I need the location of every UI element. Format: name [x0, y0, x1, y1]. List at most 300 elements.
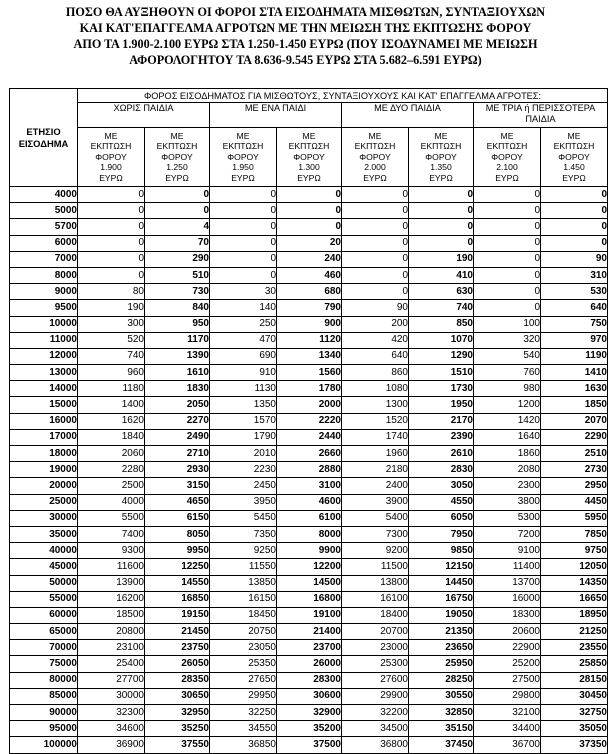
tax-cell-old-credit: 2080 — [474, 462, 541, 478]
tax-cell-old-credit: 34600 — [78, 721, 145, 737]
tax-cell-old-credit: 0 — [342, 284, 409, 300]
tax-cell-old-credit: 2450 — [210, 478, 277, 494]
subheader-line: 1.450 — [563, 162, 585, 173]
tax-cell-new-credit: 0 — [145, 187, 210, 203]
subheader-tax-credit — [541, 128, 608, 187]
tax-cell-old-credit: 0 — [342, 235, 409, 251]
tax-cell-new-credit: 1850 — [541, 397, 608, 413]
income-cell: 19000 — [10, 462, 78, 478]
tax-cell-new-credit: 680 — [277, 284, 342, 300]
tax-cell-new-credit: 2270 — [145, 413, 210, 429]
tax-cell-old-credit: 36850 — [210, 737, 277, 753]
subheader-tax-credit — [78, 128, 145, 187]
tax-cell-old-credit: 16200 — [78, 591, 145, 607]
tax-cell-old-credit: 0 — [78, 219, 145, 235]
tax-cell-new-credit: 2730 — [541, 462, 608, 478]
tax-cell-old-credit: 29950 — [210, 688, 277, 704]
tax-cell-new-credit: 6050 — [409, 510, 474, 526]
tax-cell-new-credit: 0 — [409, 187, 474, 203]
tax-cell-new-credit: 28350 — [145, 672, 210, 688]
tax-cell-new-credit: 9750 — [541, 543, 608, 559]
tax-cell-new-credit: 25950 — [409, 656, 474, 672]
title-line: ΚΑΙ ΚΑΤ'ΕΠΑΓΓΕΛΜΑ ΑΓΡΟΤΩΝ ΜΕ ΤΗΝ ΜΕΙΩΣΗ ΤΗΣ ΕΚΠΤΩΣΗΣ ΦΟΡΟΥ — [79, 21, 532, 35]
tax-cell-new-credit: 1120 — [277, 332, 342, 348]
tax-cell-old-credit: 250 — [210, 316, 277, 332]
income-cell: 30000 — [10, 510, 78, 526]
tax-cell-old-credit: 25200 — [474, 656, 541, 672]
table-row — [10, 219, 608, 235]
tax-cell-new-credit: 23550 — [541, 640, 608, 656]
tax-cell-new-credit: 0 — [277, 203, 342, 219]
tax-cell-old-credit: 2010 — [210, 446, 277, 462]
tax-cell-old-credit: 300 — [78, 316, 145, 332]
tax-cell-old-credit: 5400 — [342, 510, 409, 526]
tax-cell-new-credit: 190 — [409, 251, 474, 267]
subheader-line: ΦΟΡΟΥ — [95, 151, 127, 162]
subheader-tax-credit — [210, 128, 277, 187]
tax-cell-new-credit: 70 — [145, 235, 210, 251]
income-cell: 9500 — [10, 300, 78, 316]
subheader-line: 1.250 — [166, 162, 188, 173]
tax-cell-new-credit: 0 — [409, 203, 474, 219]
income-cell: 7000 — [10, 251, 78, 267]
tax-cell-new-credit: 19150 — [145, 607, 210, 623]
subheader-line: ΦΟΡΟΥ — [425, 151, 457, 162]
tax-cell-old-credit: 1400 — [78, 397, 145, 413]
income-cell: 90000 — [10, 705, 78, 721]
tax-cell-new-credit: 0 — [409, 235, 474, 251]
subheader-line: ΜΕ — [434, 130, 448, 141]
tax-cell-old-credit: 34550 — [210, 721, 277, 737]
tax-cell-old-credit: 1200 — [474, 397, 541, 413]
tax-cell-old-credit: 25300 — [342, 656, 409, 672]
tax-cell-new-credit: 2610 — [409, 446, 474, 462]
tax-cell-old-credit: 90 — [342, 300, 409, 316]
tax-cell-new-credit: 32900 — [277, 705, 342, 721]
tax-cell-old-credit: 16100 — [342, 591, 409, 607]
tax-cell-new-credit: 1390 — [145, 348, 210, 364]
table-row — [10, 300, 608, 316]
table-row — [10, 656, 608, 672]
tax-cell-new-credit: 16850 — [145, 591, 210, 607]
tax-cell-old-credit: 640 — [342, 348, 409, 364]
table-row — [10, 397, 608, 413]
tax-cell-old-credit: 2180 — [342, 462, 409, 478]
subheader-tax-credit — [409, 128, 474, 187]
tax-cell-new-credit: 1340 — [277, 348, 342, 364]
tax-cell-old-credit: 13850 — [210, 575, 277, 591]
tax-cell-new-credit: 19100 — [277, 607, 342, 623]
tax-cell-new-credit: 2490 — [145, 429, 210, 445]
tax-cell-new-credit: 28250 — [409, 672, 474, 688]
subheader-line: ΦΟΡΟΥ — [491, 151, 523, 162]
tax-cell-old-credit: 1960 — [342, 446, 409, 462]
document-title — [0, 4, 611, 68]
table-row — [10, 381, 608, 397]
tax-cell-old-credit: 36800 — [342, 737, 409, 753]
table-row — [10, 607, 608, 623]
tax-cell-new-credit: 6100 — [277, 510, 342, 526]
tax-cell-old-credit: 0 — [210, 219, 277, 235]
tax-cell-old-credit: 1130 — [210, 381, 277, 397]
tax-cell-new-credit: 310 — [541, 267, 608, 283]
subheader-line: ΕΚΠΤΩΣΗ — [354, 141, 396, 152]
tax-cell-new-credit: 9950 — [145, 543, 210, 559]
tax-cell-new-credit: 4600 — [277, 494, 342, 510]
tax-cell-old-credit: 1080 — [342, 381, 409, 397]
tax-cell-new-credit: 16800 — [277, 591, 342, 607]
tax-cell-new-credit: 5950 — [541, 510, 608, 526]
subheader-line: ΕΥΡΩ — [297, 172, 321, 183]
tax-cell-old-credit: 1520 — [342, 413, 409, 429]
tax-cell-old-credit: 9250 — [210, 543, 277, 559]
tax-cell-new-credit: 32950 — [145, 705, 210, 721]
tax-cell-new-credit: 35250 — [145, 721, 210, 737]
tax-cell-new-credit: 0 — [541, 219, 608, 235]
income-cell: 15000 — [10, 397, 78, 413]
tax-cell-new-credit: 1950 — [409, 397, 474, 413]
table-row — [10, 446, 608, 462]
tax-cell-old-credit: 190 — [78, 300, 145, 316]
subheader-tax-credit — [342, 128, 409, 187]
income-cell: 100000 — [10, 737, 78, 753]
tax-cell-old-credit: 32200 — [342, 705, 409, 721]
tax-cell-new-credit: 1510 — [409, 365, 474, 381]
tax-cell-new-credit: 2170 — [409, 413, 474, 429]
subheader-line: ΕΥΡΩ — [562, 172, 586, 183]
tax-cell-new-credit: 19050 — [409, 607, 474, 623]
tax-cell-old-credit: 200 — [342, 316, 409, 332]
tax-cell-old-credit: 16000 — [474, 591, 541, 607]
tax-cell-old-credit: 980 — [474, 381, 541, 397]
subheader-line: ΕΚΠΤΩΣΗ — [288, 141, 330, 152]
tax-cell-old-credit: 13900 — [78, 575, 145, 591]
tax-cell-new-credit: 12150 — [409, 559, 474, 575]
subheader-line: ΕΚΠΤΩΣΗ — [156, 141, 198, 152]
tax-cell-old-credit: 1860 — [474, 446, 541, 462]
group-header-no-children: ΧΩΡΙΣ ΠΑΙΔΙΑ — [78, 103, 210, 128]
table-row — [10, 235, 608, 251]
tax-cell-new-credit: 2000 — [277, 397, 342, 413]
tax-cell-old-credit: 30000 — [78, 688, 145, 704]
tax-cell-new-credit: 32850 — [409, 705, 474, 721]
subheader-line: ΕΥΡΩ — [495, 172, 519, 183]
tax-cell-new-credit: 12200 — [277, 559, 342, 575]
tax-cell-new-credit: 25850 — [541, 656, 608, 672]
tax-cell-new-credit: 23750 — [145, 640, 210, 656]
tax-cell-new-credit: 1410 — [541, 365, 608, 381]
tax-cell-new-credit: 2220 — [277, 413, 342, 429]
subheader-line: 1.950 — [232, 162, 254, 173]
table-row — [10, 737, 608, 753]
tax-cell-old-credit: 140 — [210, 300, 277, 316]
tax-cell-new-credit: 1560 — [277, 365, 342, 381]
table-row — [10, 672, 608, 688]
tax-cell-old-credit: 9200 — [342, 543, 409, 559]
tax-cell-new-credit: 290 — [145, 251, 210, 267]
tax-main-header: ΦΟΡΟΣ ΕΙΣΟΔΗΜΑΤΟΣ ΓΙΑ ΜΙΣΘΩΤΟΥΣ, ΣΥΝΤΑΞΙΟΥΧΟΥΣ ΚΑΙ ΚΑΤ' ΕΠΑΓΓΕΛΜΑ ΑΓΡΟΤΕΣ: — [78, 89, 608, 103]
tax-cell-old-credit: 23050 — [210, 640, 277, 656]
tax-cell-old-credit: 3900 — [342, 494, 409, 510]
tax-cell-old-credit: 16150 — [210, 591, 277, 607]
tax-cell-old-credit: 36700 — [474, 737, 541, 753]
table-row — [10, 332, 608, 348]
tax-cell-old-credit: 32250 — [210, 705, 277, 721]
income-cell: 50000 — [10, 575, 78, 591]
tax-cell-old-credit: 11600 — [78, 559, 145, 575]
tax-cell-old-credit: 0 — [474, 300, 541, 316]
subheader-line: ΜΕ — [302, 130, 316, 141]
tax-cell-new-credit: 7950 — [409, 526, 474, 542]
tax-cell-new-credit: 640 — [541, 300, 608, 316]
tax-cell-old-credit: 0 — [474, 251, 541, 267]
tax-cell-new-credit: 12050 — [541, 559, 608, 575]
income-cell: 9000 — [10, 284, 78, 300]
table-row — [10, 559, 608, 575]
tax-cell-new-credit: 6150 — [145, 510, 210, 526]
tax-cell-old-credit: 0 — [474, 219, 541, 235]
tax-cell-old-credit: 0 — [78, 203, 145, 219]
income-cell: 95000 — [10, 721, 78, 737]
tax-cell-new-credit: 970 — [541, 332, 608, 348]
tax-cell-new-credit: 0 — [541, 187, 608, 203]
tax-cell-old-credit: 23100 — [78, 640, 145, 656]
tax-cell-old-credit: 420 — [342, 332, 409, 348]
tax-cell-new-credit: 0 — [409, 219, 474, 235]
group-header-three-children: ΜΕ ΤΡΙΑ ή ΠΕΡΙΣΣΟΤΕΡΑ ΠΑΙΔΙΑ — [474, 103, 608, 128]
subheader-line: 1.300 — [298, 162, 320, 173]
income-cell: 55000 — [10, 591, 78, 607]
tax-cell-new-credit: 3150 — [145, 478, 210, 494]
income-cell: 16000 — [10, 413, 78, 429]
tax-cell-old-credit: 0 — [210, 235, 277, 251]
tax-cell-new-credit: 2390 — [409, 429, 474, 445]
tax-cell-old-credit: 0 — [78, 235, 145, 251]
tax-cell-new-credit: 2660 — [277, 446, 342, 462]
tax-cell-new-credit: 730 — [145, 284, 210, 300]
tax-cell-new-credit: 14350 — [541, 575, 608, 591]
tax-cell-old-credit: 25400 — [78, 656, 145, 672]
tax-cell-new-credit: 4650 — [145, 494, 210, 510]
tax-cell-old-credit: 540 — [474, 348, 541, 364]
tax-cell-new-credit: 1170 — [145, 332, 210, 348]
tax-cell-new-credit: 9900 — [277, 543, 342, 559]
tax-cell-new-credit: 530 — [541, 284, 608, 300]
tax-cell-new-credit: 14550 — [145, 575, 210, 591]
tax-cell-old-credit: 20800 — [78, 624, 145, 640]
tax-cell-new-credit: 26000 — [277, 656, 342, 672]
tax-cell-new-credit: 2710 — [145, 446, 210, 462]
tax-cell-new-credit: 16650 — [541, 591, 608, 607]
tax-cell-new-credit: 2440 — [277, 429, 342, 445]
tax-cell-new-credit: 20 — [277, 235, 342, 251]
tax-cell-new-credit: 0 — [145, 203, 210, 219]
tax-cell-old-credit: 7200 — [474, 526, 541, 542]
tax-cell-new-credit: 950 — [145, 316, 210, 332]
tax-cell-old-credit: 18500 — [78, 607, 145, 623]
tax-cell-new-credit: 12250 — [145, 559, 210, 575]
tax-cell-old-credit: 1840 — [78, 429, 145, 445]
tax-cell-new-credit: 750 — [541, 316, 608, 332]
table-row — [10, 187, 608, 203]
subheader-line: 2.000 — [364, 162, 386, 173]
tax-cell-old-credit: 5500 — [78, 510, 145, 526]
tax-cell-old-credit: 27600 — [342, 672, 409, 688]
tax-table — [9, 88, 608, 754]
tax-cell-new-credit: 35050 — [541, 721, 608, 737]
tax-cell-new-credit: 9850 — [409, 543, 474, 559]
tax-cell-old-credit: 32100 — [474, 705, 541, 721]
table-row — [10, 526, 608, 542]
tax-cell-new-credit: 850 — [409, 316, 474, 332]
tax-cell-new-credit: 2050 — [145, 397, 210, 413]
tax-cell-new-credit: 2830 — [409, 462, 474, 478]
tax-cell-old-credit: 760 — [474, 365, 541, 381]
tax-cell-new-credit: 4550 — [409, 494, 474, 510]
tax-cell-old-credit: 3950 — [210, 494, 277, 510]
tax-cell-old-credit: 13700 — [474, 575, 541, 591]
subheader-line: 1.350 — [430, 162, 452, 173]
subheader-line: ΕΥΡΩ — [231, 172, 255, 183]
income-cell: 6000 — [10, 235, 78, 251]
tax-cell-new-credit: 26050 — [145, 656, 210, 672]
tax-cell-old-credit: 27500 — [474, 672, 541, 688]
income-cell: 5000 — [10, 203, 78, 219]
table-row — [10, 284, 608, 300]
subheader-tax-credit — [277, 128, 342, 187]
tax-cell-old-credit: 29900 — [342, 688, 409, 704]
tax-cell-new-credit: 21450 — [145, 624, 210, 640]
tax-cell-new-credit: 410 — [409, 267, 474, 283]
tax-cell-new-credit: 37450 — [409, 737, 474, 753]
tax-cell-old-credit: 11550 — [210, 559, 277, 575]
income-cell: 12000 — [10, 348, 78, 364]
tax-cell-new-credit: 28300 — [277, 672, 342, 688]
subheader-line: ΕΚΠΤΩΣΗ — [486, 141, 528, 152]
tax-cell-old-credit: 25350 — [210, 656, 277, 672]
income-cell: 40000 — [10, 543, 78, 559]
tax-cell-old-credit: 2230 — [210, 462, 277, 478]
tax-cell-old-credit: 5300 — [474, 510, 541, 526]
tax-cell-new-credit: 1610 — [145, 365, 210, 381]
tax-cell-new-credit: 37550 — [145, 737, 210, 753]
tax-cell-old-credit: 0 — [474, 267, 541, 283]
table-row — [10, 365, 608, 381]
tax-cell-new-credit: 2930 — [145, 462, 210, 478]
tax-cell-new-credit: 510 — [145, 267, 210, 283]
subheader-line: ΜΕ — [236, 130, 250, 141]
tax-cell-old-credit: 34500 — [342, 721, 409, 737]
tax-cell-new-credit: 32750 — [541, 705, 608, 721]
tax-cell-new-credit: 1070 — [409, 332, 474, 348]
subheader-line: ΦΟΡΟΥ — [359, 151, 391, 162]
tax-cell-old-credit: 27650 — [210, 672, 277, 688]
table-row — [10, 591, 608, 607]
tax-cell-new-credit: 7850 — [541, 526, 608, 542]
tax-cell-old-credit: 2400 — [342, 478, 409, 494]
tax-cell-old-credit: 36900 — [78, 737, 145, 753]
table-row — [10, 575, 608, 591]
group-header-two-children: ΜΕ ΔΥΟ ΠΑΙΔΙΑ — [342, 103, 474, 128]
tax-cell-old-credit: 7400 — [78, 526, 145, 542]
table-row — [10, 721, 608, 737]
income-cell: 75000 — [10, 656, 78, 672]
tax-cell-new-credit: 30550 — [409, 688, 474, 704]
tax-cell-new-credit: 0 — [277, 219, 342, 235]
tax-cell-new-credit: 30650 — [145, 688, 210, 704]
income-cell: 60000 — [10, 607, 78, 623]
table-row — [10, 267, 608, 283]
tax-cell-old-credit: 18450 — [210, 607, 277, 623]
income-cell: 10000 — [10, 316, 78, 332]
tax-cell-new-credit: 3050 — [409, 478, 474, 494]
tax-cell-old-credit: 20750 — [210, 624, 277, 640]
tax-cell-old-credit: 0 — [78, 187, 145, 203]
tax-cell-new-credit: 740 — [409, 300, 474, 316]
tax-cell-new-credit: 8000 — [277, 526, 342, 542]
table-row — [10, 478, 608, 494]
table-row — [10, 462, 608, 478]
tax-cell-old-credit: 1790 — [210, 429, 277, 445]
subheader-line: ΕΚΠΤΩΣΗ — [420, 141, 462, 152]
tax-cell-new-credit: 30600 — [277, 688, 342, 704]
table-row — [10, 348, 608, 364]
tax-cell-new-credit: 240 — [277, 251, 342, 267]
tax-cell-new-credit: 790 — [277, 300, 342, 316]
tax-cell-new-credit: 4450 — [541, 494, 608, 510]
tax-cell-new-credit: 460 — [277, 267, 342, 283]
tax-cell-new-credit: 35200 — [277, 721, 342, 737]
income-cell: 25000 — [10, 494, 78, 510]
income-cell: 65000 — [10, 624, 78, 640]
tax-cell-old-credit: 470 — [210, 332, 277, 348]
tax-cell-old-credit: 7350 — [210, 526, 277, 542]
tax-cell-new-credit: 23700 — [277, 640, 342, 656]
tax-cell-old-credit: 690 — [210, 348, 277, 364]
tax-cell-new-credit: 2950 — [541, 478, 608, 494]
table-row — [10, 429, 608, 445]
income-cell: 45000 — [10, 559, 78, 575]
subheader-line: ΦΟΡΟΥ — [161, 151, 193, 162]
tax-cell-old-credit: 2280 — [78, 462, 145, 478]
tax-cell-old-credit: 0 — [342, 203, 409, 219]
tax-cell-old-credit: 1300 — [342, 397, 409, 413]
tax-cell-new-credit: 21350 — [409, 624, 474, 640]
tax-cell-new-credit: 0 — [541, 203, 608, 219]
income-cell: 70000 — [10, 640, 78, 656]
tax-cell-new-credit: 16750 — [409, 591, 474, 607]
tax-cell-new-credit: 2510 — [541, 446, 608, 462]
subheader-line: 2.100 — [496, 162, 518, 173]
tax-cell-old-credit: 1740 — [342, 429, 409, 445]
title-line: ΑΠΟ ΤΑ 1.900-2.100 ΕΥΡΩ ΣΤΑ 1.250-1.450 ΕΥΡΩ (ΠΟΥ ΙΣΟΔΥΝΑΜΕΙ ΜΕ ΜΕΙΩΣΗ — [73, 37, 538, 51]
tax-cell-new-credit: 1190 — [541, 348, 608, 364]
tax-cell-new-credit: 1780 — [277, 381, 342, 397]
tax-cell-old-credit: 2300 — [474, 478, 541, 494]
tax-cell-old-credit: 11400 — [474, 559, 541, 575]
tax-cell-new-credit: 21400 — [277, 624, 342, 640]
tax-cell-old-credit: 320 — [474, 332, 541, 348]
tax-cell-old-credit: 860 — [342, 365, 409, 381]
tax-cell-new-credit: 21250 — [541, 624, 608, 640]
tax-cell-old-credit: 0 — [210, 187, 277, 203]
tax-cell-new-credit: 37500 — [277, 737, 342, 753]
subheader-line: ΕΥΡΩ — [429, 172, 453, 183]
tax-cell-old-credit: 11500 — [342, 559, 409, 575]
tax-cell-new-credit: 2290 — [541, 429, 608, 445]
tax-cell-new-credit: 2070 — [541, 413, 608, 429]
tax-cell-new-credit: 14450 — [409, 575, 474, 591]
